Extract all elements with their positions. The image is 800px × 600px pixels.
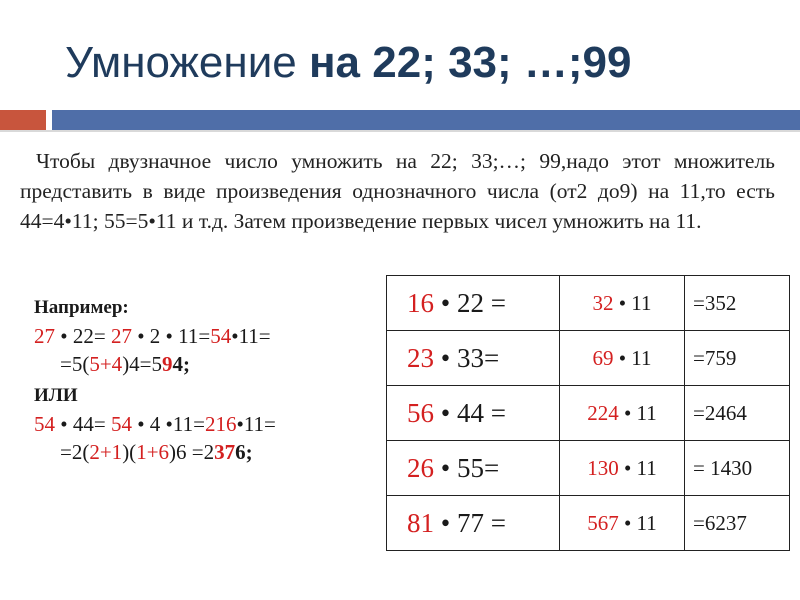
table-text: • 11 <box>618 455 657 480</box>
page-title <box>65 38 632 88</box>
table-num: 130 <box>587 455 619 480</box>
table-text: • 44 = <box>434 397 506 428</box>
example-num: 54 <box>110 412 132 436</box>
table-cell <box>685 496 790 551</box>
table-cell <box>560 496 685 551</box>
table-text: • 11 <box>613 290 652 315</box>
table-text: • 11 <box>618 510 657 535</box>
table-result: =6237 <box>693 510 747 535</box>
table-cell <box>387 331 560 386</box>
accent-bar-red <box>0 110 46 130</box>
example-text: 4; <box>172 352 191 376</box>
table-text: • 11 <box>613 345 652 370</box>
example-text: 6; <box>235 440 253 464</box>
example-num: 54 <box>34 412 55 436</box>
example-num: 2+1 <box>89 440 123 464</box>
example-line-2 <box>34 350 276 378</box>
intro-paragraph: Чтобы двузначное число умножить на 22; 33;…; 99,надо этот множитель представить в виде произведения однозначного числа (от2 до9) на 11,то есть 44=4•11; 55=5•11 и т.д. Затем произведение первых чисел умножить на 11. <box>20 149 775 233</box>
table-num: 16 <box>407 287 434 318</box>
table-num: 81 <box>407 507 434 538</box>
table-cell <box>560 276 685 331</box>
table-num: 69 <box>592 345 614 370</box>
example-num: 1+6 <box>136 440 170 464</box>
example-num: 27 <box>34 324 55 348</box>
table-row <box>387 441 790 496</box>
example-or-label: ИЛИ <box>34 385 78 406</box>
table-result: =352 <box>693 290 737 315</box>
example-text: •11= <box>236 412 276 436</box>
example-text: • 22= <box>55 324 111 348</box>
table-result: = 1430 <box>693 455 753 480</box>
example-num: 37 <box>214 440 236 464</box>
example-num: 27 <box>110 324 132 348</box>
title-part1: Умножение <box>65 38 309 87</box>
example-text: =2( <box>60 440 90 464</box>
table-num: 567 <box>587 510 619 535</box>
example-line-4 <box>34 438 276 466</box>
table-cell <box>560 331 685 386</box>
table-num: 23 <box>407 342 434 373</box>
table-cell <box>685 441 790 496</box>
example-text: •11= <box>231 324 271 348</box>
table-row <box>387 496 790 551</box>
table-cell <box>387 276 560 331</box>
example-line-1 <box>34 322 276 350</box>
example-num: 54 <box>210 324 232 348</box>
table-text: • 22 = <box>434 287 506 318</box>
table-text: • 55= <box>434 452 500 483</box>
table-cell <box>387 441 560 496</box>
example-text: • 4 •11= <box>131 412 205 436</box>
table-num: 26 <box>407 452 434 483</box>
table-cell <box>685 276 790 331</box>
table-text: • 77 = <box>434 507 506 538</box>
table-result: =759 <box>693 345 737 370</box>
example-label: Например: <box>34 297 129 318</box>
example-text: )4=5 <box>122 352 163 376</box>
table-num: 224 <box>587 400 619 425</box>
table-cell <box>387 496 560 551</box>
table-cell <box>560 386 685 441</box>
example-block <box>34 294 276 466</box>
example-text: =5( <box>60 352 90 376</box>
example-num: 9 <box>162 352 173 376</box>
example-num: 216 <box>204 412 237 436</box>
divider-line <box>0 130 800 132</box>
accent-bar-blue <box>52 110 800 130</box>
example-text: • 44= <box>55 412 111 436</box>
example-text: )( <box>122 440 137 464</box>
table-row <box>387 276 790 331</box>
table-row <box>387 331 790 386</box>
example-num: 5+4 <box>89 352 123 376</box>
table-num: 56 <box>407 397 434 428</box>
table-cell <box>387 386 560 441</box>
table-row <box>387 386 790 441</box>
table-result: =2464 <box>693 400 747 425</box>
title-part2: на 22; 33; …;99 <box>308 38 632 87</box>
example-line-3 <box>34 410 276 438</box>
example-text: )6 =2 <box>169 440 215 464</box>
example-text: • 2 • 11= <box>131 324 211 348</box>
table-cell <box>560 441 685 496</box>
table-cell <box>685 331 790 386</box>
table-num: 32 <box>592 290 614 315</box>
table-text: • 33= <box>434 342 500 373</box>
table-text: • 11 <box>618 400 657 425</box>
table-cell <box>685 386 790 441</box>
multiplication-table <box>386 275 790 551</box>
